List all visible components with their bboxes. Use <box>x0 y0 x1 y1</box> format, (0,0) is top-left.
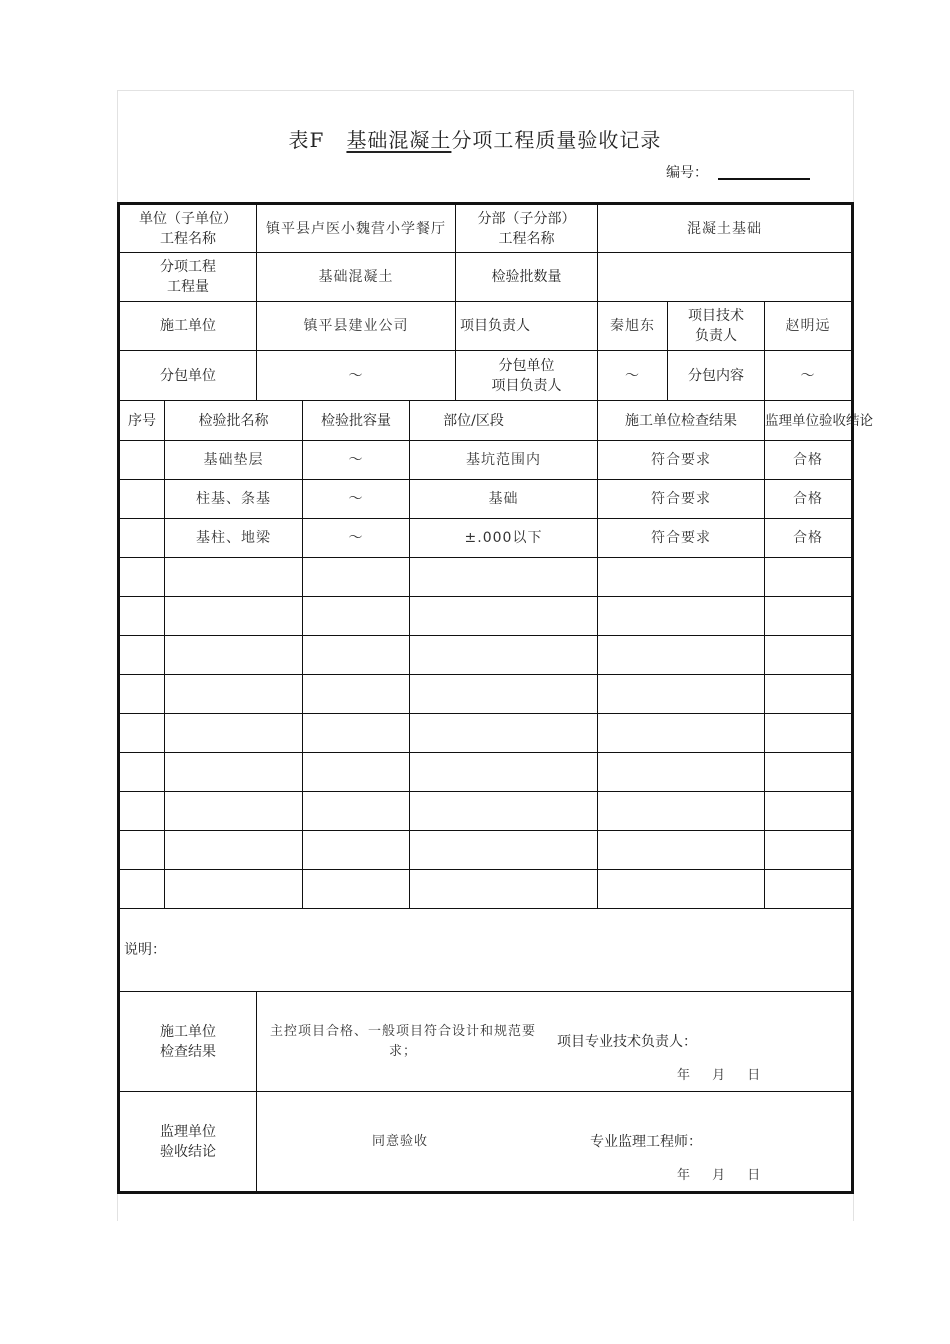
supervisor-sign-date: 年 月 日 <box>677 1168 761 1183</box>
inspection-form <box>117 202 874 1194</box>
row-location[interactable] <box>410 792 598 831</box>
row-index[interactable] <box>119 870 165 909</box>
row-index[interactable] <box>119 753 165 792</box>
row-index <box>119 441 165 480</box>
row-index[interactable] <box>119 558 165 597</box>
table-row <box>119 792 853 831</box>
table-row <box>119 831 853 870</box>
row-contractor-result: 符合要求 <box>598 441 765 480</box>
row-index <box>119 480 165 519</box>
row-contractor-result[interactable] <box>598 831 765 870</box>
row-capacity[interactable] <box>303 870 410 909</box>
remarks-cell[interactable] <box>119 909 853 992</box>
batch-count-value[interactable] <box>598 253 853 302</box>
division-name-label: 分部（子分部） 工程名称 <box>456 204 598 253</box>
contractor-check-cell[interactable] <box>257 992 853 1092</box>
row-supervisor-result[interactable] <box>765 792 853 831</box>
col-header-supervisor-result: 监理单位验收结论 <box>765 401 853 441</box>
row-index[interactable] <box>119 597 165 636</box>
subcontractor-value: ～ <box>257 351 456 401</box>
row-supervisor-result: 合格 <box>765 519 853 558</box>
row-supervisor-result[interactable] <box>765 831 853 870</box>
row-capacity[interactable] <box>303 675 410 714</box>
row-batch-name[interactable] <box>165 597 303 636</box>
row-supervisor-result[interactable] <box>765 558 853 597</box>
row-batch-name[interactable] <box>165 831 303 870</box>
table-row <box>119 519 853 558</box>
row-capacity[interactable] <box>303 558 410 597</box>
supervisor-check-cell[interactable] <box>257 1092 853 1193</box>
row-capacity[interactable] <box>303 597 410 636</box>
table-row <box>119 675 853 714</box>
batch-count-label: 检验批数量 <box>456 253 598 302</box>
supervisor-check-note: 同意验收 <box>372 1134 429 1149</box>
row-contractor-result[interactable] <box>598 558 765 597</box>
row-index[interactable] <box>119 636 165 675</box>
row-capacity[interactable] <box>303 792 410 831</box>
subcontractor-label: 分包单位 <box>119 351 257 401</box>
col-header-location: 部位/区段 <box>410 401 598 441</box>
row-supervisor-result[interactable] <box>765 597 853 636</box>
unit-name-label: 单位（子单位） 工程名称 <box>119 204 257 253</box>
row-contractor-result[interactable] <box>598 636 765 675</box>
row-batch-name[interactable] <box>165 870 303 909</box>
table-row <box>119 597 853 636</box>
row-capacity[interactable] <box>303 714 410 753</box>
row-supervisor-result[interactable] <box>765 636 853 675</box>
row-location[interactable] <box>410 831 598 870</box>
row-capacity[interactable] <box>303 753 410 792</box>
row-location[interactable] <box>410 558 598 597</box>
row-location[interactable] <box>410 675 598 714</box>
row-location: 基础 <box>410 480 598 519</box>
row-batch-name[interactable] <box>165 636 303 675</box>
row-batch-name: 基础垫层 <box>165 441 303 480</box>
form-title <box>0 124 950 153</box>
row-supervisor-result[interactable] <box>765 870 853 909</box>
row-location[interactable] <box>410 636 598 675</box>
row-capacity: ～ <box>303 441 410 480</box>
remarks-label: 说明： <box>124 942 166 958</box>
tech-lead-value: 赵明远 <box>765 302 853 351</box>
row-index <box>119 519 165 558</box>
project-manager-value: 秦旭东 <box>598 302 668 351</box>
sub-manager-value: ～ <box>598 351 668 401</box>
table-row <box>119 558 853 597</box>
row-supervisor-result[interactable] <box>765 714 853 753</box>
row-capacity[interactable] <box>303 636 410 675</box>
col-header-batch-name: 检验批名称 <box>165 401 303 441</box>
row-supervisor-result[interactable] <box>765 675 853 714</box>
tech-lead-label: 项目技术 负责人 <box>668 302 765 351</box>
division-name-value: 混凝土基础 <box>598 204 853 253</box>
row-contractor-result[interactable] <box>598 597 765 636</box>
row-supervisor-result[interactable] <box>765 753 853 792</box>
row-contractor-result[interactable] <box>598 792 765 831</box>
batch-header-row <box>119 401 853 441</box>
col-header-contractor-result: 施工单位检查结果 <box>598 401 765 441</box>
table-row <box>119 480 853 519</box>
table-row <box>119 753 853 792</box>
row-contractor-result[interactable] <box>598 753 765 792</box>
sub-content-value: ～ <box>765 351 853 401</box>
title-underlined: 基础混凝土 <box>346 128 452 152</box>
supervisor-check-label: 监理单位 验收结论 <box>119 1092 257 1193</box>
contractor-label: 施工单位 <box>119 302 257 351</box>
row-contractor-result[interactable] <box>598 675 765 714</box>
title-rest: 分项工程质量验收记录 <box>451 128 662 152</box>
contractor-sign-date: 年 月 日 <box>677 1068 761 1083</box>
contractor-check-label: 施工单位 检查结果 <box>119 992 257 1092</box>
subitem-value: 基础混凝土 <box>257 253 456 302</box>
row-batch-name[interactable] <box>165 792 303 831</box>
row-location[interactable] <box>410 870 598 909</box>
row-location: 基坑范围内 <box>410 441 598 480</box>
row-batch-name: 基柱、地梁 <box>165 519 303 558</box>
contractor-signer-label: 项目专业技术负责人： <box>557 1034 697 1050</box>
row-location[interactable] <box>410 714 598 753</box>
row-contractor-result: 符合要求 <box>598 519 765 558</box>
row-capacity: ～ <box>303 480 410 519</box>
col-header-capacity: 检验批容量 <box>303 401 410 441</box>
table-row <box>119 441 853 480</box>
table-row <box>119 636 853 675</box>
row-batch-name[interactable] <box>165 753 303 792</box>
row-index[interactable] <box>119 675 165 714</box>
row-contractor-result[interactable] <box>598 714 765 753</box>
row-location[interactable] <box>410 753 598 792</box>
serial-blank[interactable] <box>718 178 810 180</box>
row-capacity[interactable] <box>303 831 410 870</box>
row-index[interactable] <box>119 714 165 753</box>
row-batch-name: 柱基、条基 <box>165 480 303 519</box>
row-batch-name[interactable] <box>165 714 303 753</box>
row-location[interactable] <box>410 597 598 636</box>
row-contractor-result[interactable] <box>598 870 765 909</box>
unit-name-value: 镇平县卢医小魏营小学餐厅 <box>257 204 456 253</box>
col-header-index: 序号 <box>119 401 165 441</box>
project-manager-label: 项目负责人 <box>456 302 598 351</box>
row-index[interactable] <box>119 792 165 831</box>
supervisor-signer-label: 专业监理工程师： <box>590 1134 702 1150</box>
serial-label: 编号： <box>666 165 708 181</box>
row-supervisor-result: 合格 <box>765 480 853 519</box>
row-contractor-result: 符合要求 <box>598 480 765 519</box>
row-batch-name[interactable] <box>165 675 303 714</box>
contractor-value: 镇平县建业公司 <box>257 302 456 351</box>
row-index[interactable] <box>119 831 165 870</box>
contractor-check-note: 主控项目合格、一般项目符合设计和规范要求； <box>269 1024 536 1059</box>
table-row <box>119 714 853 753</box>
table-row <box>119 870 853 909</box>
title-prefix: 表F <box>288 128 325 152</box>
row-location: ±.000以下 <box>410 519 598 558</box>
row-supervisor-result: 合格 <box>765 441 853 480</box>
row-batch-name[interactable] <box>165 558 303 597</box>
sub-content-label: 分包内容 <box>668 351 765 401</box>
sub-manager-label: 分包单位 项目负责人 <box>456 351 598 401</box>
subitem-label: 分项工程 工程量 <box>119 253 257 302</box>
row-capacity: ～ <box>303 519 410 558</box>
